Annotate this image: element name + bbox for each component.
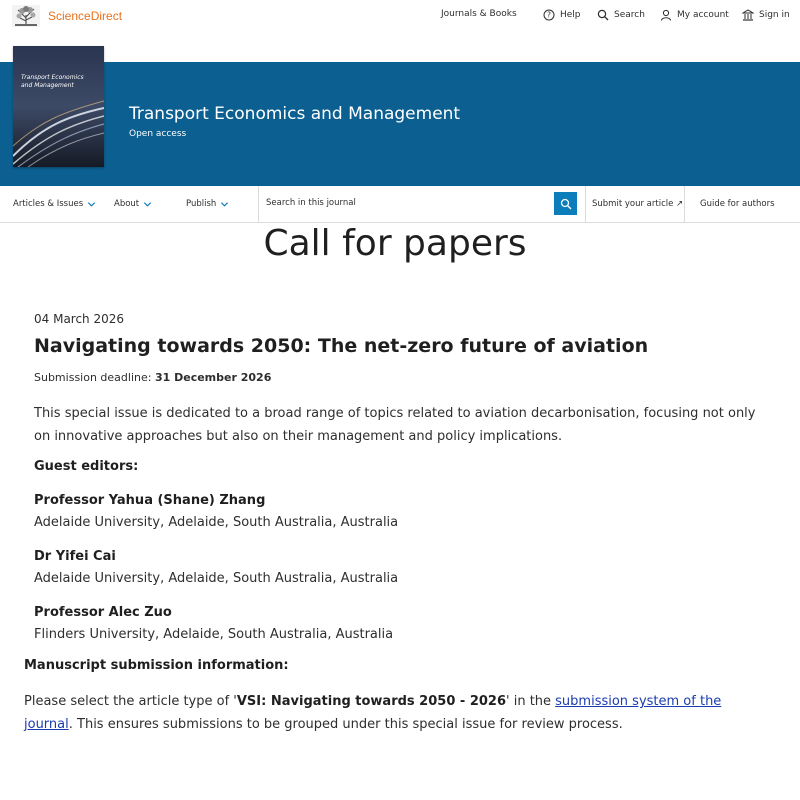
brand-name: ScienceDirect [48,9,123,23]
user-icon [660,9,672,21]
editor-name: Professor Yahua (Shane) Zhang [34,493,266,508]
editor-affiliation: Adelaide University, Adelaide, South Australia, Australia [34,571,399,586]
special-issue-title: Navigating towards 2050: The net-zero future of aviation [34,335,649,357]
search-label: Search [614,10,645,20]
article-type-name: VSI: Navigating towards 2050 - 2026 [236,694,506,709]
manuscript-info-heading: Manuscript submission information: [24,658,289,673]
journals-books-link[interactable] [441,9,517,19]
chevron-down-icon [87,200,96,209]
nav-divider [585,186,586,222]
editor-affiliation: Adelaide University, Adelaide, South Australia, Australia [34,515,399,530]
page-headline: Call for papers [263,223,527,264]
sign-in-link[interactable] [742,9,790,21]
guest-editors-heading: Guest editors: [34,459,139,474]
help-label: Help [560,10,581,20]
nav-divider [684,186,685,222]
guide-authors-label: Guide for authors [700,199,775,209]
help-link[interactable] [543,9,581,21]
chevron-down-icon [143,200,152,209]
publish-label: Publish [186,199,217,209]
publish-menu[interactable] [186,199,229,209]
articles-issues-menu[interactable] [13,199,96,209]
search-icon [597,9,609,21]
journal-title[interactable]: Transport Economics and Management [129,104,461,124]
open-access-label: Open access [129,129,187,139]
manuscript-text-post: . This ensures submissions to be grouped under this special issue for review process. [68,717,623,732]
guide-authors-link[interactable] [700,199,775,209]
deadline-value: 31 December 2026 [154,371,272,384]
top-bar [0,0,800,34]
submission-deadline [34,371,271,384]
journal-cover-image[interactable] [13,46,104,167]
help-icon [543,9,555,21]
editor-name: Dr Yifei Cai [34,549,116,564]
editor-name: Professor Alec Zuo [34,605,172,620]
nav-divider [258,186,259,222]
my-account-label: My account [677,10,729,20]
cover-title-line1: Transport Economics [21,74,84,81]
search-link[interactable] [597,9,645,21]
journal-search-button[interactable] [554,192,577,215]
about-menu[interactable] [114,199,152,209]
elsevier-tree-icon [12,5,40,27]
institution-icon [742,9,754,21]
about-label: About [114,199,140,209]
issue-description: This special issue is dedicated to a broad range of topics related to aviation decarbonisation, focusing not only on innovative approaches but also on their management and policy implications. [34,406,756,444]
editor-affiliation: Flinders University, Adelaide, South Australia, Australia [34,627,394,642]
journal-search-input[interactable] [260,192,562,214]
journals-books-label: Journals & Books [441,9,517,19]
sign-in-label: Sign in [759,10,790,20]
publish-date: 04 March 2026 [34,312,125,326]
submit-article-link[interactable] [592,199,683,209]
svg-text:?: ? [547,10,551,20]
manuscript-info-text [24,690,764,736]
cover-title-line2: and Management [21,82,74,89]
submission-system-link[interactable]: submission system of the journal [24,694,722,732]
articles-issues-label: Articles & Issues [13,199,84,209]
cover-artwork [13,46,104,167]
manuscript-text-mid: ' in the [506,694,556,709]
deadline-label: Submission deadline: [34,371,152,384]
chevron-down-icon [220,200,229,209]
sciencedirect-logo[interactable] [12,5,122,27]
submit-article-label: Submit your article ↗ [592,199,684,209]
journal-banner [0,62,800,186]
manuscript-text-pre: Please select the article type of ' [24,694,237,709]
my-account-link[interactable] [660,9,729,21]
search-icon [560,198,572,210]
